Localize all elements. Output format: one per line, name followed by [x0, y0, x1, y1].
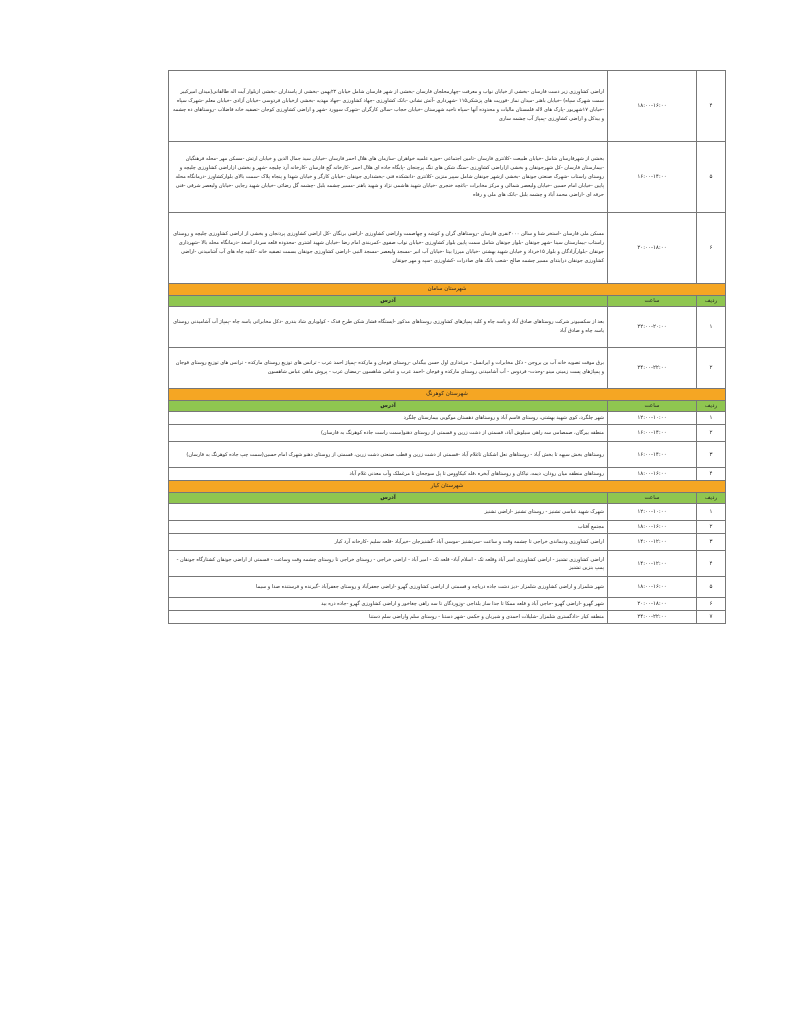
table-row — [169, 551, 726, 577]
table-row — [169, 307, 726, 348]
row-address: اراضی کشاورزی تشنیز - اراضی کشاورزی امیر آباد وقلعه تک - اسلام آباد- قلعه تک - امیر آباد - اراضی خراجی - روستای خراجی تا روستای چشمه وقت وساعت - قسمتی از اراضی جونقان کشتارگاه جونقان - پمپ بنزین تشنیز — [169, 551, 608, 577]
row-time: ۱۶:۰۰-۱۴:۰۰ — [608, 425, 697, 442]
city-header-kiar — [169, 481, 726, 493]
table-row — [169, 577, 726, 598]
row-time: ۱۴:۰۰-۱۲:۰۰ — [608, 551, 697, 577]
header-time: ساعت — [608, 493, 697, 504]
row-number: ۵ — [697, 577, 726, 598]
column-header-row — [169, 296, 726, 307]
city-header-saman — [169, 284, 726, 296]
row-address: روستاهای بخش سپهه تا بخش آباد - روستاهای نعل اشکنان تاغلام آباد -قسمتی از دشت زرین و قطب صنعتی دشت زرین، قسمتی از روستای دهنو شهرک امام حسین(سمت چپ جاده کوهرنگ به فارسان) — [169, 442, 608, 468]
table-row — [169, 442, 726, 468]
table-row — [169, 504, 726, 521]
row-number: ۳ — [697, 534, 726, 551]
city-header-kuhrang — [169, 389, 726, 401]
row-time: ۱۸:۰۰-۱۶:۰۰ — [608, 468, 697, 481]
outage-table — [168, 70, 726, 624]
table-row — [169, 412, 726, 425]
city-title: شهرستان سامان — [169, 284, 726, 296]
row-time: ۲۲:۰۰-۲۰:۰۰ — [608, 307, 697, 348]
row-address: برق موقت تصویه خانه آب بن بروجن - دکل مخابرات و ایرانسل - مرغداری اول حسن بیگدلی -روستای فوجان و مارکده -پمپاژ احمد عرب - ترانس های توزیع روستای مارکده - ترانس های توزیع روستای فوجان و پمپاژهای پست زمینی مینو -وحدت- فردوس - آب آشامیدنی روستای مارکده و فوجان -احمد عرب و عباس شاهسون -رمضان عرب - پروش ماهی عباس شاهسون — [169, 348, 608, 389]
row-time: ۲۴:۰۰-۲۲:۰۰ — [608, 611, 697, 624]
row-time: ۱۸:۰۰-۱۶:۰۰ — [608, 521, 697, 534]
table-row — [169, 534, 726, 551]
row-address: منطقه کیار -دادگستری شلمزار -شلیلات احمدی و شیربان و حکمی -شهر دستنا - روستای سلم واراضی سلم دستنا — [169, 611, 608, 624]
table-row — [169, 425, 726, 442]
header-num: ردیف — [697, 296, 726, 307]
city-title: شهرستان کوهرنگ — [169, 389, 726, 401]
row-time: ۱۲:۰۰-۱۰:۰۰ — [608, 412, 697, 425]
row-number: ۷ — [697, 611, 726, 624]
row-number: ۱ — [697, 412, 726, 425]
row-address: منطقه بیرگان، صمصامی سه راهی سیلوش آباد، قسمتی از دشت زرین و قسمتی از روستای دهنو(سمت راست جاده کوهرنگ به فارسان) — [169, 425, 608, 442]
row-time: ۱۸:۰۰-۱۶:۰۰ — [608, 577, 697, 598]
row-time: ۱۲:۰۰-۱۰:۰۰ — [608, 504, 697, 521]
table-row — [169, 71, 726, 142]
row-address: روستاهای منطقه میان رودان، دیمه، نیاکان و روستاهای آبخره ،قله کیکاووس تا پل سوجحان تا مرغملک وآب معدنی غلام آباد — [169, 468, 608, 481]
row-address: بعد از سکسیونر شرکت روستاهای صادق آباد و یاسه چاه و کلیه پمپاژهای کشاورزی روستاهای مذکور -ایستگاه فشار شکن طرح فدک - کولوباری شاد بندری -دکل مخابراتی یاسه چاه -پمپاژ آب آشامیدنی روستای یاسه چاه و صادق آباد — [169, 307, 608, 348]
row-address: شهر گهرو -اراضی گهرو -حاجی آباد و قلعه ممکا تا جدا ساز بلداجی -وزوردگان تا سه راهی چغاخور و اراضی کشاورزی گهرو -جاده دره بید — [169, 598, 608, 611]
column-header-row — [169, 401, 726, 412]
row-number: ۱ — [697, 307, 726, 348]
row-address: مجتمع آفتاب — [169, 521, 608, 534]
row-time: ۱۴:۰۰-۱۲:۰۰ — [608, 534, 697, 551]
row-number: ۴ — [697, 551, 726, 577]
row-number: ۶ — [697, 213, 726, 284]
table-row — [169, 213, 726, 284]
row-address: شهر چلگرد، کوی شهید بهشتی، روستای قاسم آباد و روستاهای دهستان موگویی بیمارستان چلگرد — [169, 412, 608, 425]
table-row — [169, 142, 726, 213]
table-row — [169, 348, 726, 389]
row-number: ۵ — [697, 142, 726, 213]
header-time: ساعت — [608, 296, 697, 307]
row-time: ۲۴:۰۰-۲۲:۰۰ — [608, 348, 697, 389]
schedule-page — [168, 70, 726, 624]
header-num: ردیف — [697, 493, 726, 504]
row-address: اراضی کشاورزی زیر دست فارسان -بخشی از خیابان نواب و معرفت -چهارمحلجان فارسان -بخشی از شهر فارسان شامل خیابان ۲۲بهمن -بخشی از پاسداران -بخشی ازبلوار آیت اله طالقانی(میدان امیرکبیر سمت شهرک سپاه) -خیابان باهنر -میدان نماز -فوریت های پزشکی۱۱۵ -شهرداری -آتش نشانی -بانک کشاورزی -جهاد کشاورزی -جهاد مهدیه -بخشی ازخیابان فردوسی -خیابان آزادی -خیابان معلم -شهرک سپاه -خیابان ۱۷شهریور -پارک های لاله قلمستان مالیات و محدوده آنها -سپاه ناحیه شهرستان -خیابان حجاب -سالن کارگران -شهرک سوورد -شهر و اراضی کشاورزی کوجان -تصفیه خانه فاضلاب -روستاهای ده چشمه و بیدکل و اراضی کشاورزی -پمپاژ آب چشمه ساری — [169, 71, 608, 142]
header-num: ردیف — [697, 401, 726, 412]
row-time: ۱۶:۰۰-۱۴:۰۰ — [608, 442, 697, 468]
row-address: شهر شلمزار و اراضی کشاورزی شلمزار -دیز دشت جاده دریاچه و قسمتی از اراضی کشاورزی گهرو -اراضی جعفرآباد و روستای جعفرآباد -گیرنده و فرستنده صدا و سیما — [169, 577, 608, 598]
row-number: ۴ — [697, 468, 726, 481]
row-address: بخشی از شهرفارسان شامل -خیابان طبیعت -کلانتری فارسان -تامین اجتماعی -حوزه علمیه خواهران -سازمان های هلال احمر فارسان -خیابان سید جمال الدین و خیابان ارتش -مسکن مهر -محله فرهنگیان -بیمارستان فارسان -کل شهرجونقان و بخشی ازاراضی کشاورزی -ستگ شکن های تنگ پرچنجان -پایگاه جاده ای هلال احمر -کارخانه گچ فارسان -کارخانه آرد چلیچه -شهر و بخشی ازاراضی کشاورزی چلیچه و روستای راستاب -شهرک صنعتی جونقان -بخشی ازشهر جونقان شامل سپیر منزین -کلانتری -دانشکده فنی -بخشداری جونقان -خیابان کارگر و خیابان شهدا و پنجاه پلاک -سمت بالای بلوارکشاورز -درمانگاه محله پایین -خیابان امام حسین -خیابان ولیعصر شمالی و مرکز مخابرات -باغچه خنجری -خیابان شهید هاشمی نژاد و شهید باهنر -مسیر چشمه بلبل -چشمه گل رضائی -خیابان شهید رجایی -خیابان ولیعصر شرقی -فنی حرفه ای -اراضی محمد آباد و چشمه بلبل -بانک های ملی و رفاه — [169, 142, 608, 213]
header-address: آدرس — [169, 493, 608, 504]
row-number: ۶ — [697, 598, 726, 611]
row-time: ۲۰:۰۰-۱۸:۰۰ — [608, 598, 697, 611]
row-number: ۲ — [697, 425, 726, 442]
table-row — [169, 611, 726, 624]
table-row — [169, 521, 726, 534]
city-title: شهرستان کیار — [169, 481, 726, 493]
row-time: ۱۶:۰۰-۱۴:۰۰ — [608, 142, 697, 213]
row-time: ۲۰:۰۰-۱۸:۰۰ — [608, 213, 697, 284]
row-address: شهرک شهید عباسی تشنیز - روستای تشنیز -اراضی تشنیز — [169, 504, 608, 521]
row-number: ۴ — [697, 71, 726, 142]
header-address: آدرس — [169, 401, 608, 412]
row-number: ۲ — [697, 348, 726, 389]
row-time: ۱۸:۰۰-۱۶:۰۰ — [608, 71, 697, 142]
row-number: ۱ — [697, 504, 726, 521]
row-address: اراضی کشاورزی ودیماندی خراجی تا چشمه وقت و ساعت -سرتشنیز -موسی آباد -گشنیزجان -خیرآباد -قلعه سلیم -کارخانه آرد کیار — [169, 534, 608, 551]
header-time: ساعت — [608, 401, 697, 412]
row-number: ۲ — [697, 521, 726, 534]
row-number: ۳ — [697, 442, 726, 468]
column-header-row — [169, 493, 726, 504]
header-address: آدرس — [169, 296, 608, 307]
table-row — [169, 598, 726, 611]
row-address: مسکن ملی فارسان -استخر شنا و سالن ۲۰۰۰نفری فارسان -روستاهای گران و کوشه و چهاصمت واراضی کشاورزی -اراضی برنگان -کل اراضی کشاورزی پردنجان و بخشی از اراضی کشاورزی چلیچه و روستای راستاب -بیمارستان سینا -شهر جونقان -بلوار جونقان شامل سمت پایین بلوار کشاورزی -خیابان نواب صفوی -کمربندی امام رضا -خیابان شهید اشتری -محدوده قلعه سردار اسعد -درمانگاه محله بالا -شهرداری جونقان -بلوارآزادگان و بلوار ۱۵خرداد و خیابان شهید بهشتی -خیابان میرزا بیتا -خیابان آب انبر -مسجد ولیعصر -مسجد النبی -اراضی کشاورزی جونقان بسمت تصفیه خانه -کلنیه چاه های آب آشامیدنی -اراضی کشاورزی جونقان درابتدای مسیر چشمه صالح -شعب بانک های صادرات -کشاورزی -سپه و مهر جونقان — [169, 213, 608, 284]
table-row — [169, 468, 726, 481]
